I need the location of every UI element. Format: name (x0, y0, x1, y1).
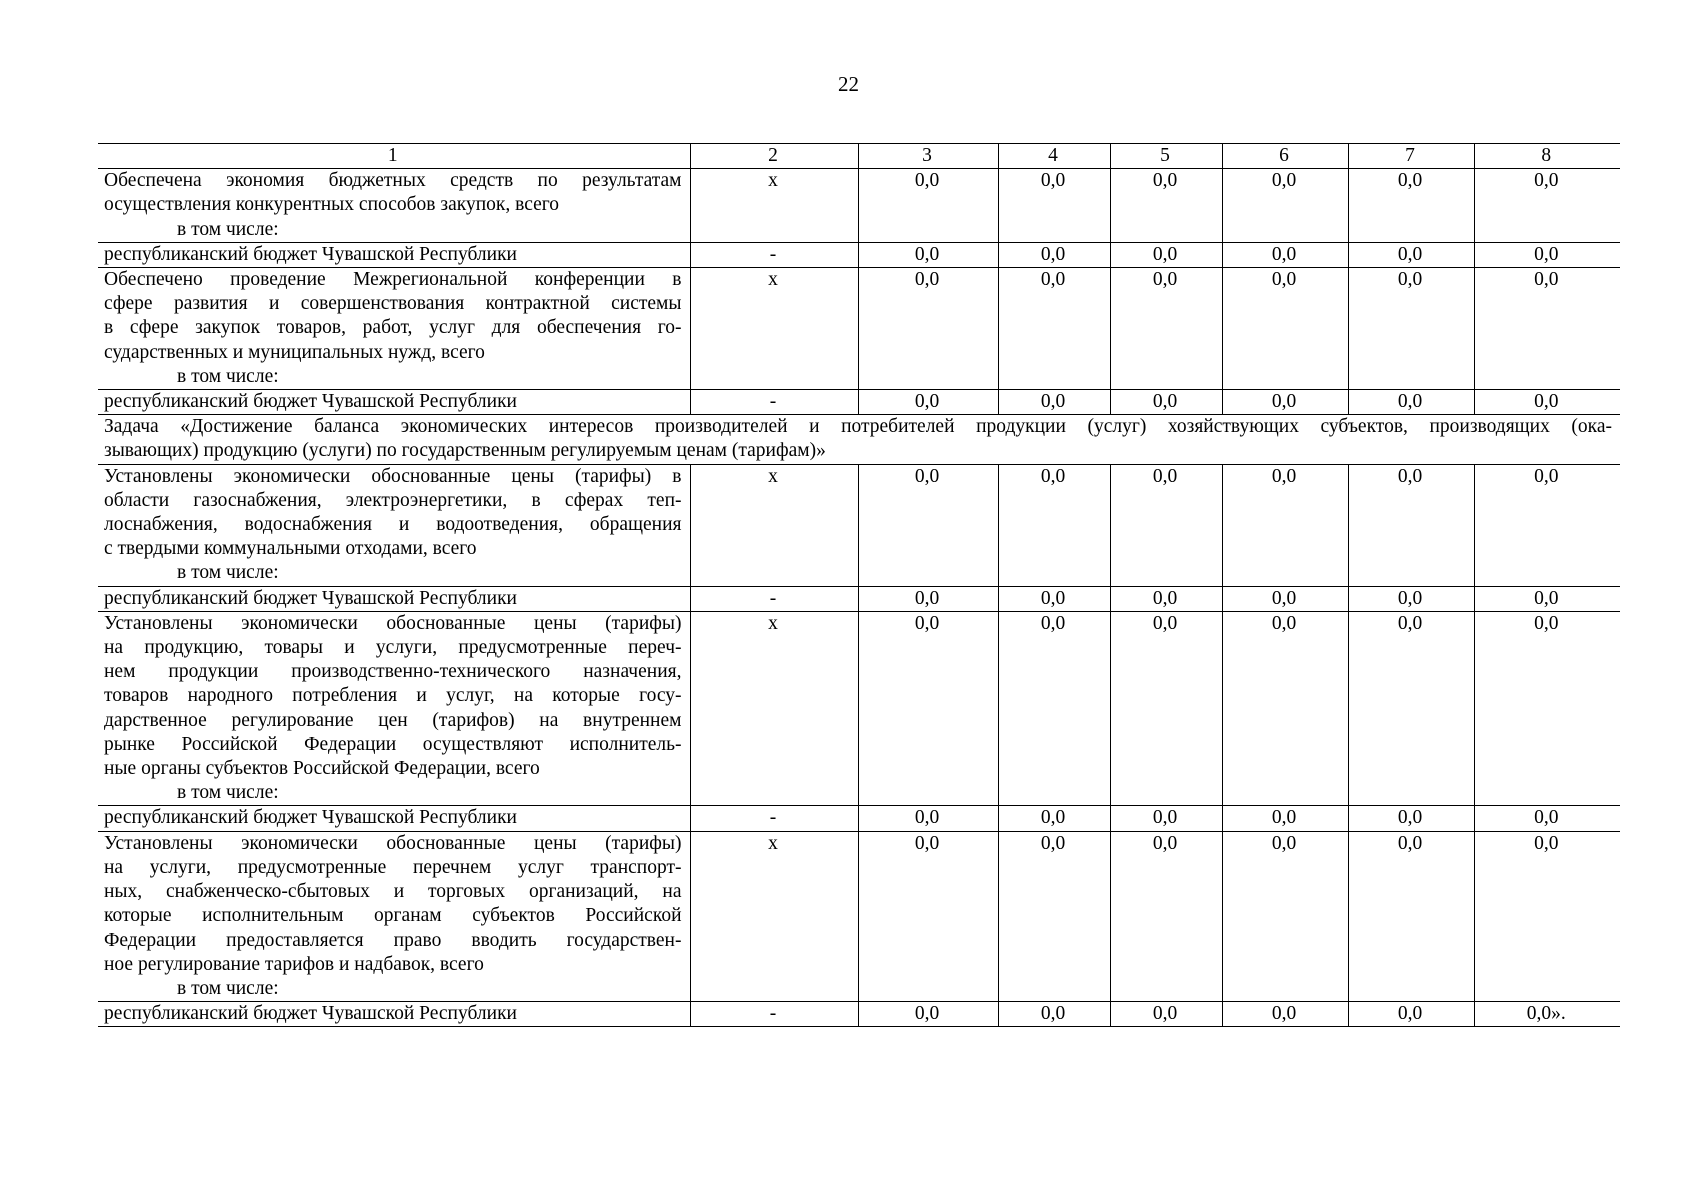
item-text-line: осуществления конкурентных способов закупок, всего (104, 194, 560, 216)
item-text-line: Обеспечено проведение Межрегиональной конференции в (104, 269, 682, 291)
item-text-line: дарственное регулирование цен (тарифов) на внутреннем (104, 709, 682, 731)
item-text-line: в сфере закупок товаров, работ, услуг для обеспечения го- (104, 317, 682, 339)
value-cell: 0,0 (1474, 464, 1620, 586)
value-cell: 0,0 (858, 242, 998, 267)
value-cell: 0,0 (858, 611, 998, 806)
value-cell: 0,0 (1348, 390, 1474, 415)
value-cell: 0,0 (858, 1002, 998, 1027)
value-cell: 0,0 (1474, 831, 1620, 1001)
item-row (98, 611, 1620, 806)
value-cell: 0,0 (998, 169, 1110, 243)
column-2-cell: x (690, 169, 858, 243)
item-name-cell (98, 268, 690, 390)
item-text-line: лоснабжения, водоснабжения и водоотведения, обращения (104, 514, 682, 536)
task-text-line: зывающих) продукцию (услуги) по государственным регулируемым ценам (тарифам)» (104, 440, 826, 462)
value-cell: 0,0 (1474, 806, 1620, 831)
task-row (98, 415, 1620, 464)
item-text-line: сфере развития и совершенствования контрактной системы (104, 293, 682, 315)
item-text-line: рынке Российской Федерации осуществляют исполнитель- (104, 733, 682, 755)
value-cell: 0,0 (998, 611, 1110, 806)
header-cell: 5 (1110, 144, 1222, 169)
value-cell: 0,0 (1222, 611, 1348, 806)
value-cell: 0,0 (858, 169, 998, 243)
value-cell: 0,0 (1222, 806, 1348, 831)
value-cell: 0,0 (998, 586, 1110, 611)
value-cell: 0,0 (1222, 831, 1348, 1001)
value-cell: 0,0 (1110, 268, 1222, 390)
column-2-cell: x (690, 268, 858, 390)
item-text-line: ных, снабженческо-сбытовых и торговых организаций, на (104, 881, 682, 903)
value-cell: 0,0 (1474, 611, 1620, 806)
value-cell: 0,0 (1474, 586, 1620, 611)
subtotal-row (98, 806, 1620, 831)
value-cell: 0,0 (1348, 831, 1474, 1001)
header-cell: 2 (690, 144, 858, 169)
including-label: в том числе: (177, 977, 279, 999)
value-cell: 0,0 (998, 242, 1110, 267)
header-row (98, 144, 1620, 169)
column-2-cell: - (690, 1002, 858, 1027)
subtotal-row (98, 390, 1620, 415)
value-cell: 0,0 (1348, 242, 1474, 267)
header-cell: 3 (858, 144, 998, 169)
value-cell: 0,0 (1348, 464, 1474, 586)
value-cell: 0,0 (858, 806, 998, 831)
budget-source-cell: республиканский бюджет Чувашской Республики (98, 1002, 690, 1027)
item-text-line: сударственных и муниципальных нужд, всего (104, 341, 485, 363)
value-cell: 0,0 (1474, 390, 1620, 415)
column-2-cell: x (690, 831, 858, 1001)
value-cell: 0,0 (1222, 464, 1348, 586)
task-text-line: Задача «Достижение баланса экономических интересов производителей и потребителей продукции (услуг) хозяйствующих субъектов, производящих (ока- (104, 416, 1612, 438)
value-cell: 0,0 (998, 806, 1110, 831)
item-name-cell (98, 169, 690, 243)
item-text-line: на продукцию, товары и услуги, предусмотренные переч- (104, 637, 682, 659)
value-cell: 0,0 (858, 268, 998, 390)
value-cell: 0,0 (1222, 390, 1348, 415)
task-cell (98, 415, 1620, 464)
value-cell: 0,0 (1348, 169, 1474, 243)
item-row (98, 169, 1620, 243)
value-cell: 0,0 (998, 390, 1110, 415)
page-number: 22 (838, 72, 859, 96)
value-cell: 0,0 (1222, 1002, 1348, 1027)
header-cell: 4 (998, 144, 1110, 169)
value-cell: 0,0 (1474, 169, 1620, 243)
header-cell: 8 (1474, 144, 1620, 169)
value-cell: 0,0 (1110, 1002, 1222, 1027)
value-cell: 0,0 (1110, 390, 1222, 415)
column-2-cell: x (690, 611, 858, 806)
value-cell: 0,0 (998, 831, 1110, 1001)
item-text-line: на услуги, предусмотренные перечнем услуг транспорт- (104, 856, 682, 878)
item-text-line: Установлены экономически обоснованные цены (тарифы) в (104, 465, 682, 487)
value-cell: 0,0 (1110, 464, 1222, 586)
budget-source-cell: республиканский бюджет Чувашской Республики (98, 806, 690, 831)
item-name-cell (98, 611, 690, 806)
item-text-line: Установлены экономически обоснованные цены (тарифы) (104, 832, 682, 854)
value-cell: 0,0 (998, 464, 1110, 586)
value-cell: 0,0 (858, 390, 998, 415)
item-text-line: ное регулирование тарифов и надбавок, всего (104, 953, 484, 975)
value-cell: 0,0 (1110, 611, 1222, 806)
value-cell: 0,0 (1474, 242, 1620, 267)
value-cell: 0,0 (858, 831, 998, 1001)
including-label: в том числе: (177, 218, 279, 240)
value-cell: 0,0 (1348, 268, 1474, 390)
column-2-cell: - (690, 806, 858, 831)
column-2-cell: - (690, 390, 858, 415)
subtotal-row (98, 242, 1620, 267)
value-cell: 0,0 (1110, 586, 1222, 611)
item-row (98, 831, 1620, 1001)
value-cell: 0,0 (1222, 169, 1348, 243)
item-text-line: Федерации предоставляется право вводить государствен- (104, 929, 682, 951)
item-name-cell (98, 831, 690, 1001)
item-row (98, 464, 1620, 586)
value-cell: 0,0 (1474, 268, 1620, 390)
subtotal-row (98, 586, 1620, 611)
item-text-line: нем продукции производственно-технического назначения, (104, 661, 682, 683)
value-cell: 0,0 (1222, 268, 1348, 390)
value-cell: 0,0 (1110, 831, 1222, 1001)
item-text-line: Установлены экономически обоснованные цены (тарифы) (104, 612, 682, 634)
including-label: в том числе: (177, 365, 279, 387)
value-cell: 0,0 (998, 1002, 1110, 1027)
value-cell: 0,0 (1348, 586, 1474, 611)
column-2-cell: - (690, 586, 858, 611)
item-text-line: Обеспечена экономия бюджетных средств по результатам (104, 170, 682, 192)
value-cell: 0,0 (1110, 169, 1222, 243)
value-cell: 0,0 (1222, 242, 1348, 267)
budget-source-cell: республиканский бюджет Чувашской Республики (98, 242, 690, 267)
column-2-cell: - (690, 242, 858, 267)
header-cell: 7 (1348, 144, 1474, 169)
value-cell: 0,0 (1110, 242, 1222, 267)
item-text-line: с твердыми коммунальными отходами, всего (104, 538, 477, 560)
item-text-line: ные органы субъектов Российской Федерации, всего (104, 758, 540, 780)
value-cell: 0,0 (1110, 806, 1222, 831)
subtotal-row (98, 1002, 1620, 1027)
value-cell: 0,0 (998, 268, 1110, 390)
including-label: в том числе: (177, 782, 279, 804)
item-text-line: которые исполнительным органам субъектов Российской (104, 905, 682, 927)
value-cell: 0,0 (1348, 611, 1474, 806)
budget-source-cell: республиканский бюджет Чувашской Республики (98, 390, 690, 415)
item-row (98, 268, 1620, 390)
table-body (98, 144, 1620, 1027)
value-cell: 0,0 (1222, 586, 1348, 611)
column-2-cell: x (690, 464, 858, 586)
item-name-cell (98, 464, 690, 586)
item-text-line: товаров народного потребления и услуг, на которые госу- (104, 685, 682, 707)
item-text-line: области газоснабжения, электроэнергетики, в сферах теп- (104, 489, 682, 511)
value-cell: 0,0 (858, 586, 998, 611)
header-cell: 1 (98, 144, 690, 169)
header-cell: 6 (1222, 144, 1348, 169)
value-cell: 0,0 (1348, 1002, 1474, 1027)
including-label: в том числе: (177, 562, 279, 584)
value-cell: 0,0 (1348, 806, 1474, 831)
budget-source-cell: республиканский бюджет Чувашской Республики (98, 586, 690, 611)
budget-table (98, 143, 1620, 1027)
value-cell: 0,0». (1474, 1002, 1620, 1027)
value-cell: 0,0 (858, 464, 998, 586)
